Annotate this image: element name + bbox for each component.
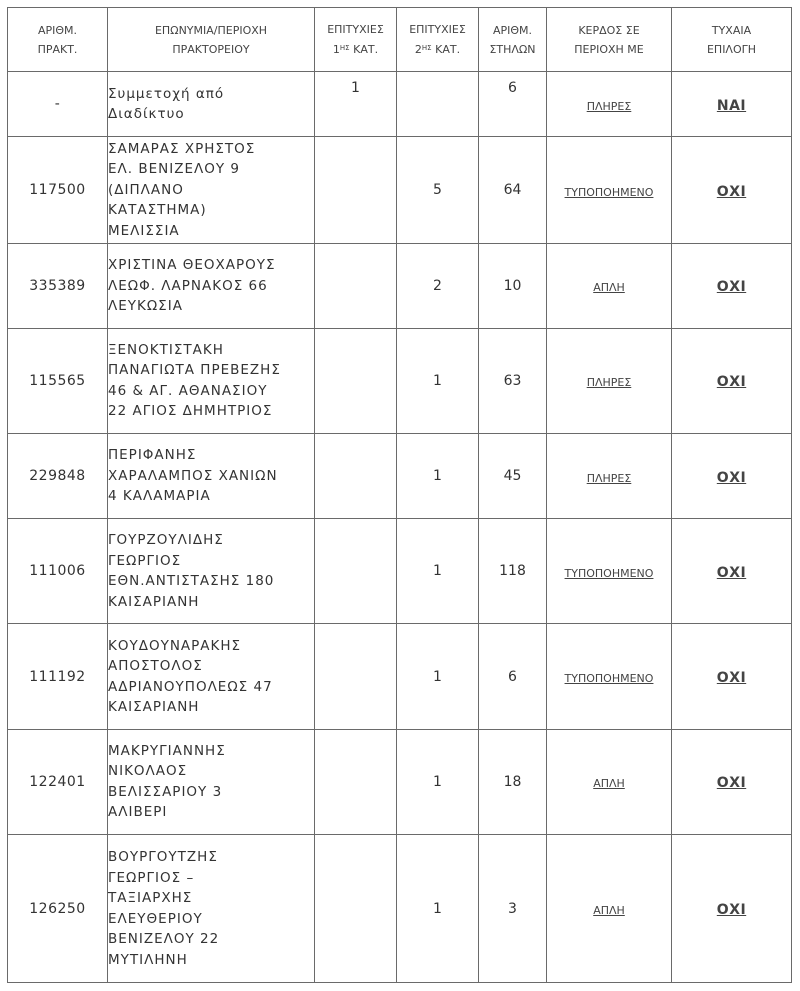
table-header	[8, 8, 792, 72]
profit-type-link[interactable]: ΤΥΠΟΠΟΗΜΕΝΟ	[564, 672, 654, 686]
table-row	[8, 624, 792, 729]
columns-count-cell: 64	[479, 137, 547, 244]
profit-type-link[interactable]: ΑΠΛΗ	[593, 777, 625, 791]
columns-count-cell: 6	[479, 624, 547, 729]
random-pick-cell	[672, 624, 792, 729]
agency-line: ΜΕΛΙΣΣΙΑ	[108, 222, 180, 239]
header-wins-second	[397, 8, 479, 72]
agency-code-cell: 111192	[8, 624, 108, 729]
agency-name-cell	[108, 244, 315, 329]
profit-type-cell	[547, 328, 672, 433]
agency-name-cell	[108, 137, 315, 244]
columns-count-cell: 10	[479, 244, 547, 329]
table-body	[8, 72, 792, 983]
columns-count-cell: 45	[479, 434, 547, 519]
random-pick-link[interactable]: ΟΧΙ	[716, 564, 747, 581]
random-pick-cell	[672, 137, 792, 244]
wins-second-category-cell: 1	[397, 835, 479, 983]
agency-line: ΛΕΥΚΩΣΙΑ	[108, 298, 183, 315]
header-code-line: ΑΡΙΘΜ.	[37, 23, 78, 37]
wins-first-category-cell	[315, 328, 397, 433]
table-row	[8, 72, 792, 137]
header-agency-line: ΠΡΑΚΤΟΡΕΙΟΥ	[172, 42, 250, 56]
wins-second-category-cell: 1	[397, 518, 479, 623]
agency-line: Διαδίκτυο	[108, 106, 185, 123]
random-pick-link[interactable]: ΟΧΙ	[716, 374, 747, 391]
agency-line: ΓΕΩΡΓΙΟΣ –	[108, 869, 195, 886]
header-wins-first	[315, 8, 397, 72]
agency-line: ΕΘΝ.ΑΝΤΙΣΤΑΣΗΣ 180	[108, 573, 275, 590]
profit-type-link[interactable]: ΑΠΛΗ	[593, 904, 625, 918]
header-random-line: ΕΠΙΛΟΓΗ	[706, 42, 757, 56]
agency-code-cell: 111006	[8, 518, 108, 623]
agency-line: ΚΑΙΣΑΡΙΑΝΗ	[108, 593, 200, 610]
agency-line: ΑΔΡΙΑΝΟΥΠΟΛΕΩΣ 47	[108, 678, 273, 695]
table-row	[8, 328, 792, 433]
wins-first-category-cell: 1	[315, 72, 397, 137]
table-row	[8, 244, 792, 329]
category-ordinal: ΗΣ	[421, 44, 432, 52]
header-agency-line: ΕΠΩΝΥΜΙΑ/ΠΕΡΙΟΧΗ	[154, 23, 268, 37]
random-pick-cell	[672, 729, 792, 834]
table-row	[8, 518, 792, 623]
random-pick-link[interactable]: ΟΧΙ	[716, 775, 747, 792]
agency-line: ΑΠΟΣΤΟΛΟΣ	[108, 658, 203, 675]
columns-count-cell: 118	[479, 518, 547, 623]
profit-type-link[interactable]: ΤΥΠΟΠΟΗΜΕΝΟ	[564, 185, 654, 199]
agency-code-cell: 115565	[8, 328, 108, 433]
profit-type-cell	[547, 624, 672, 729]
agency-line: 46 & ΑΓ. ΑΘΑΝΑΣΙΟΥ	[108, 382, 268, 399]
random-pick-cell	[672, 72, 792, 137]
wins-first-category-cell	[315, 434, 397, 519]
random-pick-link[interactable]: ΟΧΙ	[716, 902, 747, 919]
wins-second-category-cell: 1	[397, 729, 479, 834]
agency-line: ΒΕΛΙΣΣΑΡΙΟΥ 3	[108, 783, 223, 800]
random-pick-link[interactable]: ΟΧΙ	[716, 670, 747, 687]
header-row	[8, 8, 792, 72]
agency-line: ΣΑΜΑΡΑΣ ΧΡΗΣΤΟΣ	[108, 140, 256, 157]
wins-second-category-cell	[397, 72, 479, 137]
columns-count-cell: 6	[479, 72, 547, 137]
agency-line: ΛΕΩΦ. ΛΑΡΝΑΚΟΣ 66	[108, 277, 268, 294]
agency-line: ΧΑΡΑΛΑΜΠΟΣ ΧΑΝΙΩΝ	[108, 467, 278, 484]
profit-type-link[interactable]: ΠΛΗΡΕΣ	[586, 376, 632, 390]
agency-code-cell: 229848	[8, 434, 108, 519]
random-pick-cell	[672, 244, 792, 329]
columns-count-cell: 3	[479, 835, 547, 983]
category-number: 2	[414, 43, 422, 56]
random-pick-link[interactable]: ΟΧΙ	[716, 469, 747, 486]
wins-second-category-cell: 2	[397, 244, 479, 329]
agency-line: ΚΟΥΔΟΥΝΑΡΑΚΗΣ	[108, 637, 242, 654]
profit-type-link[interactable]: ΤΥΠΟΠΟΗΜΕΝΟ	[564, 566, 654, 580]
wins-first-category-cell	[315, 729, 397, 834]
agency-line: ΠΑΝΑΓΙΩΤΑ ΠΡΕΒΕΖΗΣ	[108, 362, 281, 379]
columns-count-cell: 18	[479, 729, 547, 834]
header-random	[672, 8, 792, 72]
profit-type-cell	[547, 72, 672, 137]
random-pick-link[interactable]: ΝΑΙ	[716, 97, 747, 114]
wins-first-category-cell	[315, 244, 397, 329]
agency-name-cell	[108, 624, 315, 729]
agency-line: ΒΕΝΙΖΕΛΟΥ 22	[108, 931, 220, 948]
random-pick-link[interactable]: ΟΧΙ	[716, 183, 747, 200]
agency-line: ΚΑΙΣΑΡΙΑΝΗ	[108, 699, 200, 716]
profit-type-cell	[547, 244, 672, 329]
agency-line: ΕΛΕΥΘΕΡΙΟΥ	[108, 910, 203, 927]
wins-second-category-cell: 1	[397, 624, 479, 729]
header-profit-line: ΚΕΡΔΟΣ ΣΕ	[578, 23, 640, 37]
category-suffix: ΚΑΤ.	[431, 43, 461, 56]
profit-type-link[interactable]: ΑΠΛΗ	[593, 281, 625, 295]
agency-code-cell: 126250	[8, 835, 108, 983]
wins-second-category-cell: 1	[397, 434, 479, 519]
profit-type-cell	[547, 518, 672, 623]
agency-line: ΕΛ. ΒΕΝΙΖΕΛΟΥ 9	[108, 161, 240, 178]
header-wins-first-line: ΕΠΙΤΥΧΙΕΣ	[327, 23, 384, 36]
profit-type-link[interactable]: ΠΛΗΡΕΣ	[586, 471, 632, 485]
agency-code-cell: 122401	[8, 729, 108, 834]
profit-type-cell	[547, 835, 672, 983]
winners-table	[7, 7, 792, 983]
agency-line: Συμμετοχή από	[108, 85, 225, 102]
wins-second-category-cell: 1	[397, 328, 479, 433]
header-random-line: ΤΥΧΑΙΑ	[711, 23, 752, 37]
profit-type-link[interactable]: ΠΛΗΡΕΣ	[586, 99, 632, 113]
header-wins-first-category	[315, 39, 396, 59]
random-pick-link[interactable]: ΟΧΙ	[716, 279, 747, 296]
random-pick-cell	[672, 328, 792, 433]
header-agency	[108, 8, 315, 72]
agency-code-cell: 335389	[8, 244, 108, 329]
header-columns	[479, 8, 547, 72]
agency-name-cell	[108, 518, 315, 623]
wins-first-category-cell	[315, 518, 397, 623]
category-ordinal: ΗΣ	[339, 44, 350, 52]
header-wins-second-category	[397, 39, 478, 59]
random-pick-cell	[672, 835, 792, 983]
agency-name-cell	[108, 835, 315, 983]
agency-line: (ΔΙΠΛΑΝΟ	[108, 181, 184, 198]
agency-line: 4 ΚΑΛΑΜΑΡΙΑ	[108, 488, 211, 505]
columns-count-cell: 63	[479, 328, 547, 433]
wins-first-category-cell	[315, 137, 397, 244]
category-suffix: ΚΑΤ.	[349, 43, 379, 56]
agency-line: ΞΕΝΟΚΤΙΣΤΑΚΗ	[108, 341, 224, 358]
wins-first-category-cell	[315, 624, 397, 729]
agency-line: ΠΕΡΙΦΑΝΗΣ	[108, 447, 197, 464]
random-pick-cell	[672, 518, 792, 623]
agency-line: ΤΑΞΙΑΡΧΗΣ	[108, 890, 193, 907]
table-row	[8, 434, 792, 519]
profit-type-cell	[547, 434, 672, 519]
agency-code-cell: 117500	[8, 137, 108, 244]
agency-line: ΚΑΤΑΣΤΗΜΑ)	[108, 202, 207, 219]
category-number: 1	[332, 43, 340, 56]
table-row	[8, 835, 792, 983]
agency-line: 22 ΑΓΙΟΣ ΔΗΜΗΤΡΙΟΣ	[108, 403, 273, 420]
table-row	[8, 729, 792, 834]
agency-name-cell	[108, 328, 315, 433]
agency-line: ΓΕΩΡΓΙΟΣ	[108, 552, 182, 569]
agency-line: ΓΟΥΡΖΟΥΛΙΔΗΣ	[108, 532, 224, 549]
agency-code-cell: -	[8, 72, 108, 137]
random-pick-cell	[672, 434, 792, 519]
header-wins-second-line: ΕΠΙΤΥΧΙΕΣ	[409, 23, 466, 36]
wins-first-category-cell	[315, 835, 397, 983]
table-row	[8, 137, 792, 244]
header-profit-line: ΠΕΡΙΟΧΗ ΜΕ	[574, 42, 644, 56]
agency-name-cell	[108, 72, 315, 137]
agency-name-cell	[108, 434, 315, 519]
header-columns-line: ΑΡΙΘΜ.	[492, 23, 533, 37]
agency-line: ΑΛΙΒΕΡΙ	[108, 804, 168, 821]
header-columns-line: ΣΤΗΛΩΝ	[489, 42, 536, 56]
wins-second-category-cell: 5	[397, 137, 479, 244]
header-code	[8, 8, 108, 72]
agency-line: ΜΥΤΙΛΗΝΗ	[108, 951, 188, 968]
agency-line: ΝΙΚΟΛΑΟΣ	[108, 763, 188, 780]
header-code-line: ΠΡΑΚΤ.	[37, 42, 78, 56]
agency-line: ΜΑΚΡΥΓΙΑΝΝΗΣ	[108, 742, 226, 759]
agency-name-cell	[108, 729, 315, 834]
agency-line: ΧΡΙΣΤΙΝΑ ΘΕΟΧΑΡΟΥΣ	[108, 257, 276, 274]
header-profit	[547, 8, 672, 72]
profit-type-cell	[547, 729, 672, 834]
agency-line: ΒΟΥΡΓΟΥΤΖΗΣ	[108, 849, 218, 866]
profit-type-cell	[547, 137, 672, 244]
